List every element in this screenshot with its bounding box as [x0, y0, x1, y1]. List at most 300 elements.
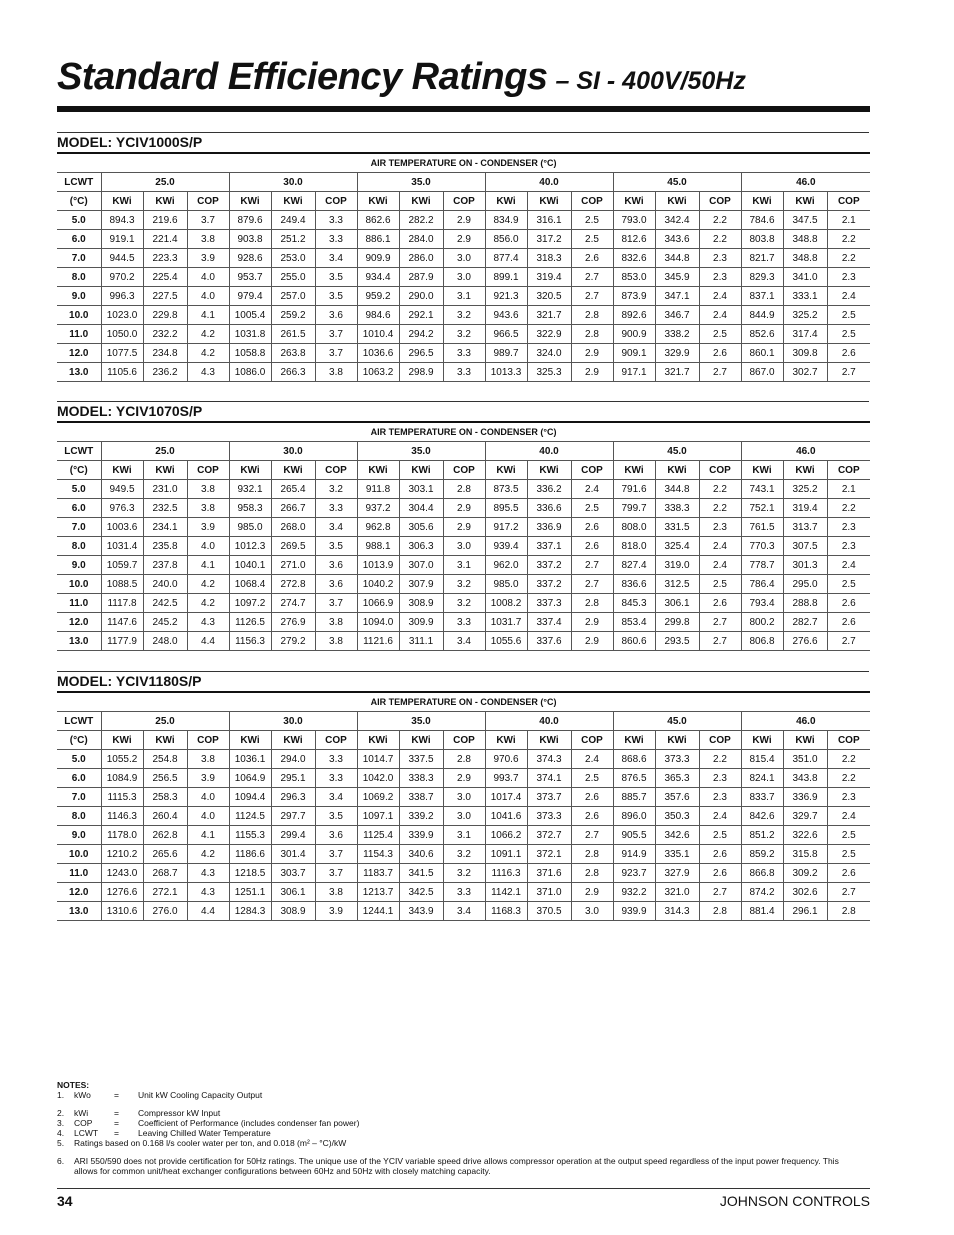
table-cell: 3.0	[443, 268, 485, 287]
table-cell: 2.8	[571, 306, 613, 325]
air-temp-row	[57, 692, 870, 712]
lcwt-cell: 7.0	[57, 518, 101, 537]
table-cell: 1284.3	[229, 902, 271, 921]
table-cell: 939.9	[613, 902, 655, 921]
table-cell: 338.7	[399, 788, 443, 807]
table-cell: 2.3	[699, 769, 741, 788]
table-cell: 3.4	[443, 632, 485, 651]
table-cell: 988.1	[357, 537, 399, 556]
table-cell: 325.2	[783, 306, 827, 325]
ratings-table	[57, 421, 870, 651]
table-cell: 3.4	[315, 788, 357, 807]
table-cell: 752.1	[741, 499, 783, 518]
lcwt-label: LCWT	[57, 173, 101, 192]
lcwt-label: LCWT	[57, 442, 101, 461]
table-cell: 371.6	[527, 864, 571, 883]
table-cell: 2.4	[827, 807, 870, 826]
table-cell: 4.0	[187, 268, 229, 287]
table-cell: 2.5	[827, 845, 870, 864]
title-main: Standard Efficiency Ratings	[57, 56, 548, 98]
column-header: COP	[187, 192, 229, 211]
table-cell: 321.0	[655, 883, 699, 902]
table-cell: 4.1	[187, 826, 229, 845]
table-cell: 868.6	[613, 750, 655, 769]
table-cell: 254.8	[143, 750, 187, 769]
table-cell: 311.1	[399, 632, 443, 651]
table-cell: 333.1	[783, 287, 827, 306]
table-cell: 3.0	[443, 249, 485, 268]
table-cell: 223.3	[143, 249, 187, 268]
table-cell: 895.5	[485, 499, 527, 518]
table-cell: 2.9	[443, 769, 485, 788]
table-cell: 259.2	[271, 306, 315, 325]
note-num: 1.	[57, 1090, 65, 1100]
column-header-row	[57, 461, 870, 480]
column-header: COP	[827, 461, 870, 480]
temp-header: 35.0	[357, 442, 485, 461]
table-cell: 1068.4	[229, 575, 271, 594]
table-row	[57, 499, 870, 518]
note-item	[57, 1118, 857, 1128]
table-cell: 319.4	[527, 268, 571, 287]
table-cell: 2.5	[827, 325, 870, 344]
table-cell: 370.5	[527, 902, 571, 921]
table-cell: 844.9	[741, 306, 783, 325]
table-cell: 294.2	[399, 325, 443, 344]
table-cell: 325.2	[783, 480, 827, 499]
table-cell: 337.4	[527, 613, 571, 632]
table-row	[57, 211, 870, 230]
table-cell: 240.0	[143, 575, 187, 594]
table-cell: 3.5	[315, 807, 357, 826]
table-cell: 317.2	[527, 230, 571, 249]
table-cell: 793.0	[613, 211, 655, 230]
column-header: COP	[699, 731, 741, 750]
table-cell: 1186.6	[229, 845, 271, 864]
table-cell: 860.1	[741, 344, 783, 363]
column-header: KWi	[613, 192, 655, 211]
table-cell: 253.0	[271, 249, 315, 268]
table-cell: 2.7	[571, 826, 613, 845]
table-cell: 316.1	[527, 211, 571, 230]
table-cell: 351.0	[783, 750, 827, 769]
table-cell: 242.5	[143, 594, 187, 613]
table-cell: 1055.6	[485, 632, 527, 651]
table-row	[57, 594, 870, 613]
table-row	[57, 632, 870, 651]
column-header: KWi	[101, 192, 143, 211]
table-cell: 3.3	[443, 363, 485, 382]
table-cell: 336.9	[783, 788, 827, 807]
table-cell: 293.5	[655, 632, 699, 651]
table-cell: 985.0	[485, 575, 527, 594]
table-cell: 3.8	[187, 499, 229, 518]
table-cell: 1125.4	[357, 826, 399, 845]
table-cell: 258.3	[143, 788, 187, 807]
lcwt-cell: 9.0	[57, 287, 101, 306]
column-header: KWi	[101, 461, 143, 480]
table-cell: 2.2	[827, 230, 870, 249]
table-cell: 3.8	[315, 883, 357, 902]
column-header: KWi	[485, 192, 527, 211]
table-cell: 923.7	[613, 864, 655, 883]
table-cell: 3.6	[315, 306, 357, 325]
table-cell: 1031.4	[101, 537, 143, 556]
column-header: KWi	[271, 461, 315, 480]
table-cell: 2.6	[699, 344, 741, 363]
table-cell: 3.8	[187, 480, 229, 499]
table-cell: 288.8	[783, 594, 827, 613]
table-cell: 287.9	[399, 268, 443, 287]
table-cell: 867.0	[741, 363, 783, 382]
table-cell: 896.0	[613, 807, 655, 826]
model-section-1180	[57, 671, 869, 921]
table-cell: 917.1	[613, 363, 655, 382]
table-cell: 301.3	[783, 556, 827, 575]
table-cell: 799.7	[613, 499, 655, 518]
table-cell: 3.4	[315, 518, 357, 537]
table-cell: 1156.3	[229, 632, 271, 651]
table-cell: 2.2	[827, 499, 870, 518]
table-cell: 221.4	[143, 230, 187, 249]
table-cell: 3.0	[443, 788, 485, 807]
table-cell: 3.1	[443, 556, 485, 575]
page-title	[57, 56, 870, 99]
table-cell: 1117.8	[101, 594, 143, 613]
note-eq: =	[114, 1118, 119, 1128]
table-cell: 2.7	[699, 613, 741, 632]
table-cell: 962.8	[357, 518, 399, 537]
table-cell: 3.1	[443, 287, 485, 306]
table-cell: 4.2	[187, 575, 229, 594]
table-row	[57, 883, 870, 902]
table-row	[57, 845, 870, 864]
table-cell: 338.3	[399, 769, 443, 788]
table-cell: 342.6	[655, 826, 699, 845]
table-cell: 302.7	[783, 363, 827, 382]
table-cell: 4.3	[187, 613, 229, 632]
table-cell: 348.8	[783, 230, 827, 249]
table-cell: 2.5	[827, 826, 870, 845]
table-cell: 262.8	[143, 826, 187, 845]
temp-header: 40.0	[485, 173, 613, 192]
table-cell: 4.3	[187, 883, 229, 902]
table-cell: 837.1	[741, 287, 783, 306]
column-header: KWi	[357, 461, 399, 480]
temp-header: 45.0	[613, 173, 741, 192]
table-cell: 4.4	[187, 902, 229, 921]
table-cell: 962.0	[485, 556, 527, 575]
column-header: KWi	[101, 731, 143, 750]
table-cell: 2.5	[827, 306, 870, 325]
table-cell: 2.8	[443, 750, 485, 769]
table-cell: 1017.4	[485, 788, 527, 807]
table-cell: 1013.9	[357, 556, 399, 575]
table-cell: 845.3	[613, 594, 655, 613]
table-cell: 970.2	[101, 268, 143, 287]
table-cell: 832.6	[613, 249, 655, 268]
table-row	[57, 344, 870, 363]
table-cell: 2.4	[571, 750, 613, 769]
table-cell: 373.7	[527, 788, 571, 807]
table-cell: 1124.5	[229, 807, 271, 826]
notes	[57, 1080, 857, 1176]
table-cell: 2.6	[571, 249, 613, 268]
table-cell: 909.9	[357, 249, 399, 268]
air-temp-header: AIR TEMPERATURE ON - CONDENSER (°C)	[57, 692, 870, 712]
temp-header: 25.0	[101, 712, 229, 731]
temp-header: 35.0	[357, 712, 485, 731]
table-cell: 314.3	[655, 902, 699, 921]
table-cell: 833.7	[741, 788, 783, 807]
table-cell: 2.4	[827, 287, 870, 306]
model-header	[57, 401, 869, 421]
table-cell: 4.2	[187, 344, 229, 363]
table-cell: 350.3	[655, 807, 699, 826]
table-row	[57, 230, 870, 249]
model-section-1070	[57, 401, 869, 651]
lcwt-cell: 11.0	[57, 594, 101, 613]
table-cell: 274.7	[271, 594, 315, 613]
table-cell: 3.7	[315, 864, 357, 883]
table-cell: 236.2	[143, 363, 187, 382]
model-header	[57, 132, 869, 152]
table-cell: 1084.9	[101, 769, 143, 788]
column-header: KWi	[229, 731, 271, 750]
table-cell: 337.6	[527, 632, 571, 651]
table-cell: 873.5	[485, 480, 527, 499]
table-cell: 282.7	[783, 613, 827, 632]
table-cell: 336.2	[527, 480, 571, 499]
table-cell: 322.6	[783, 826, 827, 845]
table-cell: 338.3	[655, 499, 699, 518]
temp-header: 35.0	[357, 173, 485, 192]
table-cell: 337.5	[399, 750, 443, 769]
temp-header: 46.0	[741, 173, 870, 192]
table-cell: 4.2	[187, 845, 229, 864]
table-cell: 305.6	[399, 518, 443, 537]
table-cell: 2.5	[571, 230, 613, 249]
table-cell: 329.7	[783, 807, 827, 826]
table-cell: 272.8	[271, 575, 315, 594]
table-cell: 842.6	[741, 807, 783, 826]
table-cell: 3.4	[315, 249, 357, 268]
table-cell: 2.6	[699, 845, 741, 864]
table-cell: 1040.1	[229, 556, 271, 575]
column-header: KWi	[527, 461, 571, 480]
table-cell: 966.5	[485, 325, 527, 344]
page-number: 34	[57, 1193, 73, 1209]
column-header: COP	[571, 731, 613, 750]
table-cell: 1183.7	[357, 864, 399, 883]
column-header: KWi	[399, 461, 443, 480]
table-cell: 4.4	[187, 632, 229, 651]
table-cell: 1146.3	[101, 807, 143, 826]
table-cell: 786.4	[741, 575, 783, 594]
table-cell: 1218.5	[229, 864, 271, 883]
table-cell: 1031.7	[485, 613, 527, 632]
table-cell: 339.2	[399, 807, 443, 826]
table-cell: 3.3	[315, 750, 357, 769]
table-cell: 256.5	[143, 769, 187, 788]
table-cell: 325.4	[655, 537, 699, 556]
table-cell: 2.7	[571, 556, 613, 575]
table-row	[57, 325, 870, 344]
table-cell: 885.7	[613, 788, 655, 807]
note-item	[57, 1090, 857, 1100]
lcwt-cell: 12.0	[57, 613, 101, 632]
temp-header: 46.0	[741, 712, 870, 731]
lcwt-cell: 9.0	[57, 556, 101, 575]
table-cell: 1005.4	[229, 306, 271, 325]
table-cell: 1094.0	[357, 613, 399, 632]
table-cell: 943.6	[485, 306, 527, 325]
table-cell: 1121.6	[357, 632, 399, 651]
table-row	[57, 306, 870, 325]
lcwt-cell: 8.0	[57, 537, 101, 556]
table-cell: 1077.5	[101, 344, 143, 363]
table-cell: 2.3	[827, 788, 870, 807]
table-cell: 4.1	[187, 306, 229, 325]
table-cell: 2.5	[699, 325, 741, 344]
table-cell: 2.7	[571, 575, 613, 594]
table-cell: 953.7	[229, 268, 271, 287]
temp-header-row	[57, 442, 870, 461]
lcwt-cell: 13.0	[57, 632, 101, 651]
table-cell: 3.7	[315, 594, 357, 613]
table-cell: 996.3	[101, 287, 143, 306]
table-cell: 2.1	[827, 480, 870, 499]
table-cell: 331.5	[655, 518, 699, 537]
table-cell: 985.0	[229, 518, 271, 537]
column-header: KWi	[655, 731, 699, 750]
table-cell: 879.6	[229, 211, 271, 230]
table-row	[57, 769, 870, 788]
table-cell: 2.3	[827, 537, 870, 556]
table-cell: 1059.7	[101, 556, 143, 575]
table-cell: 3.3	[315, 499, 357, 518]
table-cell: 3.2	[443, 575, 485, 594]
table-cell: 319.0	[655, 556, 699, 575]
table-cell: 900.9	[613, 325, 655, 344]
table-cell: 1168.3	[485, 902, 527, 921]
table-cell: 337.2	[527, 556, 571, 575]
model-header	[57, 671, 869, 691]
table-cell: 4.1	[187, 556, 229, 575]
table-cell: 2.7	[827, 363, 870, 382]
table-cell: 304.4	[399, 499, 443, 518]
column-header: KWi	[229, 461, 271, 480]
lcwt-cell: 12.0	[57, 883, 101, 902]
table-cell: 3.6	[315, 826, 357, 845]
column-header: KWi	[399, 731, 443, 750]
table-cell: 284.0	[399, 230, 443, 249]
table-cell: 296.5	[399, 344, 443, 363]
table-cell: 4.0	[187, 788, 229, 807]
table-cell: 2.9	[571, 632, 613, 651]
table-cell: 276.0	[143, 902, 187, 921]
table-row	[57, 249, 870, 268]
table-cell: 1142.1	[485, 883, 527, 902]
column-header: KWi	[783, 192, 827, 211]
table-cell: 321.7	[655, 363, 699, 382]
table-cell: 1066.2	[485, 826, 527, 845]
table-cell: 834.9	[485, 211, 527, 230]
table-cell: 1023.0	[101, 306, 143, 325]
table-cell: 894.3	[101, 211, 143, 230]
table-cell: 298.9	[399, 363, 443, 382]
table-cell: 301.4	[271, 845, 315, 864]
table-cell: 3.6	[315, 556, 357, 575]
table-cell: 2.6	[827, 344, 870, 363]
column-header: KWi	[399, 192, 443, 211]
table-cell: 3.3	[443, 344, 485, 363]
table-cell: 219.6	[143, 211, 187, 230]
table-cell: 1094.4	[229, 788, 271, 807]
table-cell: 3.8	[315, 363, 357, 382]
table-cell: 899.1	[485, 268, 527, 287]
table-cell: 324.0	[527, 344, 571, 363]
table-cell: 1036.6	[357, 344, 399, 363]
table-cell: 976.3	[101, 499, 143, 518]
table-cell: 1050.0	[101, 325, 143, 344]
table-cell: 909.1	[613, 344, 655, 363]
table-row	[57, 864, 870, 883]
table-cell: 3.8	[315, 632, 357, 651]
air-temp-header: AIR TEMPERATURE ON - CONDENSER (°C)	[57, 153, 870, 173]
table-cell: 2.7	[699, 632, 741, 651]
note-num: 2.	[57, 1108, 65, 1118]
table-cell: 2.6	[827, 594, 870, 613]
table-row	[57, 613, 870, 632]
lcwt-cell: 5.0	[57, 750, 101, 769]
table-cell: 2.2	[699, 750, 741, 769]
table-cell: 2.4	[699, 556, 741, 575]
table-cell: 319.4	[783, 499, 827, 518]
title-rule	[57, 106, 870, 112]
column-header: KWi	[485, 461, 527, 480]
table-cell: 808.0	[613, 518, 655, 537]
table-cell: 917.2	[485, 518, 527, 537]
table-cell: 989.7	[485, 344, 527, 363]
table-cell: 1177.9	[101, 632, 143, 651]
table-cell: 3.3	[315, 211, 357, 230]
table-cell: 1055.2	[101, 750, 143, 769]
table-cell: 958.3	[229, 499, 271, 518]
column-header: COP	[443, 192, 485, 211]
table-cell: 860.6	[613, 632, 655, 651]
table-cell: 3.9	[187, 518, 229, 537]
table-cell: 3.2	[443, 306, 485, 325]
column-header: KWi	[527, 731, 571, 750]
table-cell: 2.8	[571, 594, 613, 613]
table-cell: 2.7	[827, 632, 870, 651]
unit-label: (°C)	[57, 461, 101, 480]
table-cell: 1178.0	[101, 826, 143, 845]
table-cell: 2.5	[699, 826, 741, 845]
lcwt-cell: 8.0	[57, 268, 101, 287]
unit-label: (°C)	[57, 731, 101, 750]
table-cell: 836.6	[613, 575, 655, 594]
table-cell: 276.9	[271, 613, 315, 632]
column-header: KWi	[741, 192, 783, 211]
table-cell: 1069.2	[357, 788, 399, 807]
table-cell: 272.1	[143, 883, 187, 902]
table-cell: 1003.6	[101, 518, 143, 537]
temp-header: 30.0	[229, 442, 357, 461]
table-cell: 245.2	[143, 613, 187, 632]
table-cell: 3.7	[315, 325, 357, 344]
